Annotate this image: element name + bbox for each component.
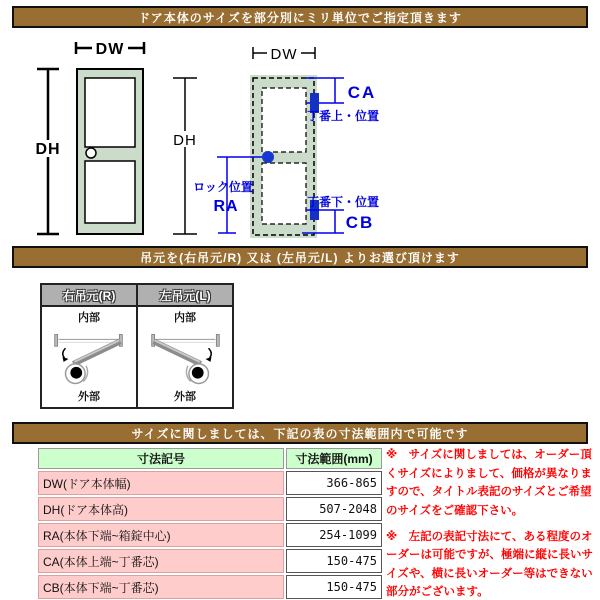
right-hinge-cell [42, 307, 138, 407]
hinge-bottom-label: 丁番下・位置 [307, 195, 380, 209]
left-hinge-header: 左吊元(L) [159, 288, 211, 303]
right-door-diagram [170, 45, 379, 238]
size-row-dw-label: DW(ドア本体幅) [38, 471, 284, 495]
hinge-side-table [40, 283, 234, 409]
size-note-limits: ※ 左記の表記寸法にて、ある程度のオーダーは可能ですが、極端に縦に長いサイズや、横に長いオーダー等はできない部分がございます。 [386, 530, 593, 599]
dw2-label: DW [270, 46, 298, 63]
section-header-size-range [12, 422, 588, 444]
left-hinge-cell [138, 307, 232, 407]
section-header-size-spec-text: ドア本体のサイズを部分別にミリ単位でご指定頂きます [138, 10, 462, 25]
door-dimension-diagram [0, 0, 600, 245]
size-table-header-symbol: 寸法記号 [38, 448, 284, 469]
right-hinge-swing-diagram [42, 329, 136, 387]
size-row-dh-label: DH(ドア本体高) [38, 497, 284, 521]
left-hinge-inner-label: 内部 [174, 312, 196, 324]
cb-label: CB [345, 213, 375, 232]
left-door-diagram [32, 39, 144, 234]
dw-label: DW [95, 41, 125, 58]
table-row [38, 523, 382, 547]
hinge-side-table-header [42, 285, 232, 307]
lock-position-label: ロック位置 [193, 180, 253, 194]
size-note-pricing: ※ サイズに関しましては、オーダー頂くサイズによりまして、価格が異なりますので、タイトル表記のサイズとご希望のサイズをご確認下さい。 [386, 449, 592, 517]
size-table-header-range: 寸法範囲(mm) [286, 448, 382, 469]
right-hinge-inner-label: 内部 [78, 312, 100, 324]
size-row-ra-label: RA(本体下端~箱錠中心) [38, 523, 284, 547]
door-panel-lower [85, 161, 135, 223]
section-header-hinge-side-text: 吊元を(右吊元/R) 又は (左吊元/L) よりお選び頂けます [140, 250, 460, 265]
size-row-ca-label: CA(本体上端~丁番芯) [38, 549, 284, 573]
door-knob [86, 148, 96, 158]
table-row [38, 549, 382, 573]
dh2-label: DH [173, 132, 197, 149]
door2-panel-upper [262, 88, 306, 152]
dh-label: DH [35, 141, 61, 158]
size-row-ca-range: 150-475 [286, 549, 382, 573]
door-panel-upper [85, 78, 135, 147]
lock-dot [262, 151, 274, 163]
size-range-table [36, 446, 384, 600]
size-row-dh-range: 507-2048 [286, 497, 382, 521]
hinge-top-label: 丁番上・位置 [307, 109, 380, 123]
section-header-hinge-side [12, 246, 588, 268]
section-header-size-range-text: サイズに関しましては、下記の表の寸法範囲内で可能です [131, 426, 469, 441]
left-hinge-swing-diagram [138, 329, 232, 387]
table-row [38, 471, 382, 495]
size-row-cb-label: CB(本体下端~丁番芯) [38, 575, 284, 599]
table-row [38, 575, 382, 599]
ra-label: RA [213, 198, 239, 215]
size-table-header-row [38, 448, 382, 469]
ca-label: CA [347, 83, 377, 102]
size-row-dw-range: 366-865 [286, 471, 382, 495]
hinge-side-table-body [42, 307, 232, 407]
right-hinge-header: 右吊元(R) [42, 285, 138, 305]
size-notes [386, 446, 598, 600]
right-hinge-outer-label: 外部 [78, 391, 100, 403]
left-hinge-outer-label: 外部 [174, 391, 196, 403]
table-row [38, 497, 382, 521]
size-row-ra-range: 254-1099 [286, 523, 382, 547]
door2-panel-lower [262, 163, 306, 224]
size-row-cb-range: 150-475 [286, 575, 382, 599]
